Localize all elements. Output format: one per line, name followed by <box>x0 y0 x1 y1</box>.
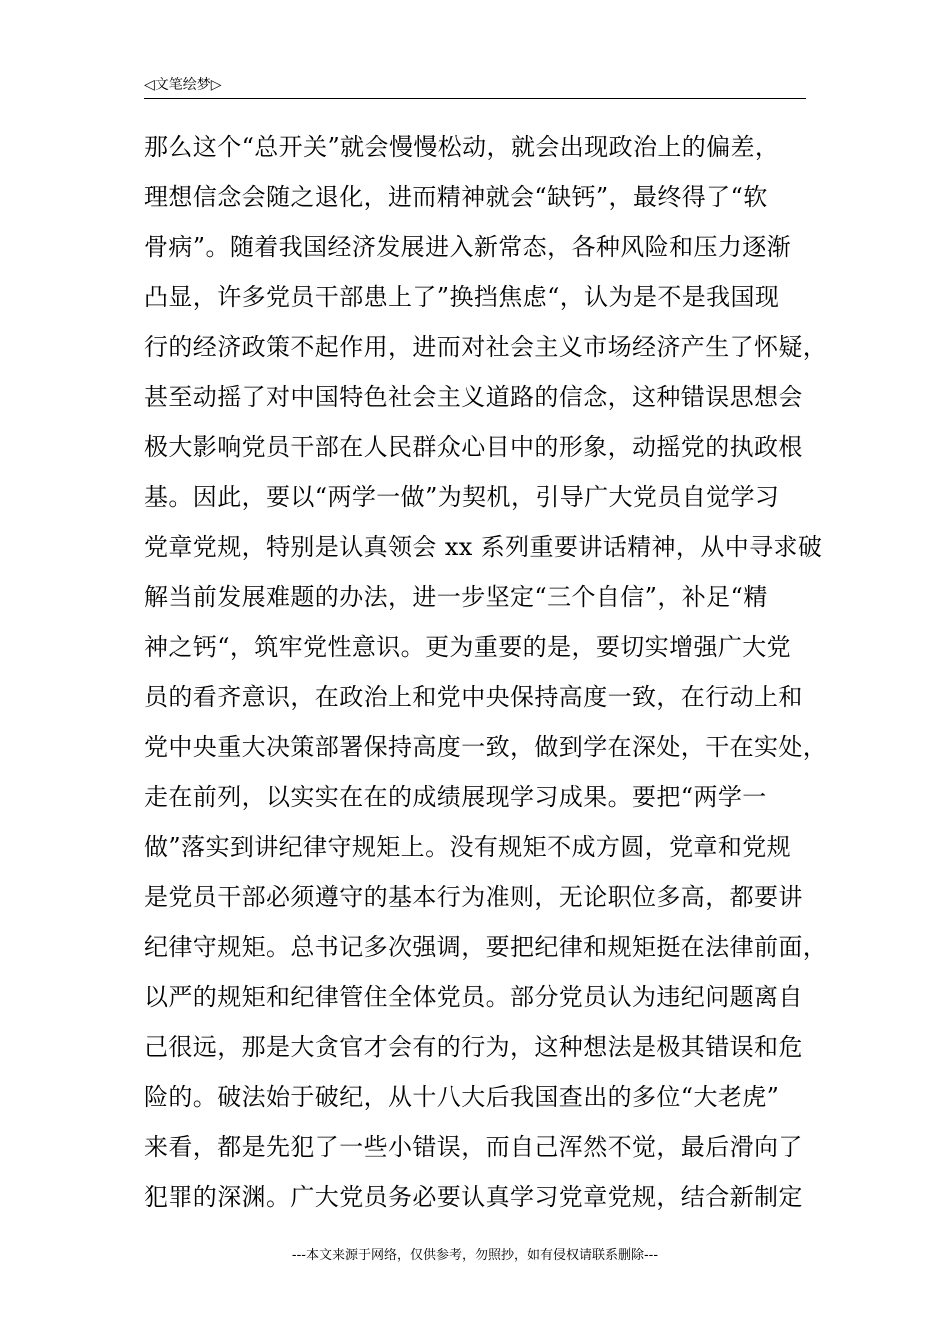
text-line: 极大影响党员干部在人民群众心目中的形象，动摇党的执政根 <box>144 433 803 461</box>
text-line: 是党员干部必须遵守的基本行为准则，无论职位多高，都要讲 <box>144 883 803 911</box>
text-line: 凸显，许多党员干部患上了”换挡焦虑“，认为是不是我国现 <box>144 283 780 311</box>
text-line: 己很远，那是大贪官才会有的行为，这种想法是极其错误和危 <box>144 1033 803 1061</box>
text-line: 神之钙“，筑牢党性意识。更为重要的是，要切实增强广大党 <box>144 633 792 661</box>
text-line: 犯罪的深渊。广大党员务必要认真学习党章党规，结合新制定 <box>144 1183 803 1211</box>
page-footer <box>0 1247 950 1265</box>
text-line: 那么这个“总开关”就会慢慢松动，就会出现政治上的偏差， <box>144 133 780 161</box>
page-header <box>144 72 806 99</box>
text-line: 甚至动摇了对中国特色社会主义道路的信念，这种错误思想会 <box>144 383 803 411</box>
text-line: 解当前发展难题的办法，进一步坚定“三个自信”，补足“精 <box>144 583 768 611</box>
text-line: 以严的规矩和纪律管住全体党员。部分党员认为违纪问题离自 <box>144 983 803 1011</box>
text-line: 党中央重大决策部署保持高度一致，做到学在深处，干在实处， <box>144 733 828 761</box>
text-line: 做”落实到讲纪律守规矩上。没有规矩不成方圆，党章和党规 <box>144 833 792 861</box>
text-line: 走在前列，以实实在在的成绩展现学习成果。要把“两学一 <box>144 783 767 811</box>
header-title: ◁文笔绘梦▷ <box>144 77 222 93</box>
text-line: 纪律守规矩。总书记多次强调，要把纪律和规矩挺在法律前面， <box>144 933 828 961</box>
text-line: 来看，都是先犯了一些小错误，而自己浑然不觉，最后滑向了 <box>144 1133 803 1161</box>
text-line: 党章党规，特别是认真领会 xx 系列重要讲话精神，从中寻求破 <box>144 533 823 561</box>
text-line: 理想信念会随之退化，进而精神就会“缺钙”，最终得了“软 <box>144 183 768 211</box>
text-line: 险的。破法始于破纪，从十八大后我国查出的多位“大老虎” <box>144 1083 780 1111</box>
text-line: 骨病”。随着我国经济发展进入新常态，各种风险和压力逐渐 <box>144 233 792 261</box>
text-line: 行的经济政策不起作用，进而对社会主义市场经济产生了怀疑， <box>144 333 828 361</box>
text-line: 基。因此，要以“两学一做”为契机，引导广大党员自觉学习 <box>144 483 780 511</box>
footer-disclaimer: ---本文来源于网络，仅供参考，勿照抄，如有侵权请联系删除--- <box>291 1248 659 1263</box>
body-text <box>144 131 828 1231</box>
text-line: 员的看齐意识，在政治上和党中央保持高度一致，在行动上和 <box>144 683 803 711</box>
